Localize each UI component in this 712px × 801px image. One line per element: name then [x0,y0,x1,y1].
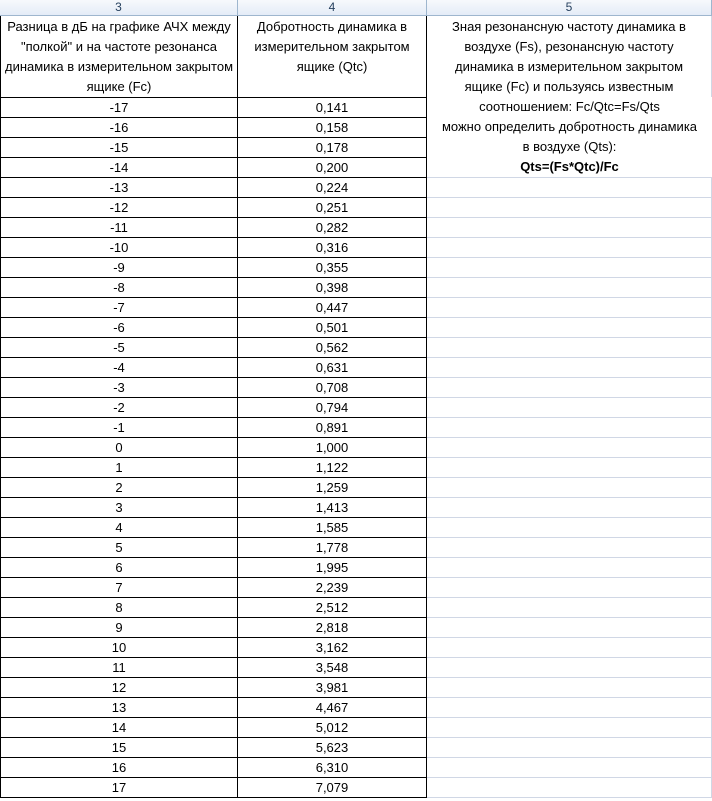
db-value-cell[interactable]: 11 [0,658,238,678]
db-value-cell[interactable]: 6 [0,558,238,578]
qtc-value-cell[interactable]: 7,079 [238,778,427,798]
empty-cell[interactable] [427,558,712,578]
qtc-value-cell[interactable]: 5,012 [238,718,427,738]
db-value-cell[interactable]: -3 [0,378,238,398]
qtc-value-cell[interactable]: 3,981 [238,678,427,698]
db-value-cell[interactable]: -7 [0,298,238,318]
qtc-value-cell[interactable]: 0,158 [238,118,427,138]
empty-cell[interactable] [427,278,712,298]
qtc-value-cell[interactable]: 2,818 [238,618,427,638]
db-value-cell[interactable]: 0 [0,438,238,458]
empty-cell[interactable] [427,478,712,498]
note-line: можно определить добротность динамика [441,119,698,134]
qtc-value-cell[interactable]: 0,631 [238,358,427,378]
qtc-value-cell[interactable]: 3,548 [238,658,427,678]
empty-cell[interactable] [427,338,712,358]
empty-cell[interactable] [427,358,712,378]
note-line: Зная резонансную частоту динамика в [452,19,686,34]
db-value-cell[interactable]: -10 [0,238,238,258]
db-value-cell[interactable]: -4 [0,358,238,378]
empty-cell[interactable] [427,498,712,518]
column-note [427,16,712,798]
empty-cell[interactable] [427,198,712,218]
empty-cell[interactable] [427,238,712,258]
db-value-cell[interactable]: -8 [0,278,238,298]
column-header-3[interactable]: 3 [0,0,238,15]
qtc-value-cell[interactable]: 3,162 [238,638,427,658]
column-qtc [238,16,427,798]
empty-cell[interactable] [427,318,712,338]
qtc-value-cell[interactable]: 0,355 [238,258,427,278]
db-value-cell[interactable]: 3 [0,498,238,518]
db-value-cell[interactable]: 13 [0,698,238,718]
qtc-value-cell[interactable]: 2,512 [238,598,427,618]
note-line: в воздухе (Qts): [522,139,617,154]
empty-cell[interactable] [427,778,712,798]
db-value-cell[interactable]: -12 [0,198,238,218]
empty-cell[interactable] [427,578,712,598]
note-line: динамика в измерительном закрытом [454,59,684,74]
qtc-value-cell[interactable]: 1,122 [238,458,427,478]
qtc-value-cell[interactable]: 0,224 [238,178,427,198]
db-value-cell[interactable]: -6 [0,318,238,338]
empty-cell[interactable] [427,178,712,198]
note-line: соотношением: Fc/Qtc=Fs/Qts [479,99,660,114]
empty-cell[interactable] [427,678,712,698]
db-value-cell[interactable]: 17 [0,778,238,798]
db-value-cell[interactable]: 9 [0,618,238,638]
qtc-value-cell[interactable]: 0,316 [238,238,427,258]
qtc-value-cell[interactable]: 0,282 [238,218,427,238]
qtc-value-cell[interactable]: 1,000 [238,438,427,458]
header-qtc[interactable]: Добротность динамика в измерительном закрытом ящике (Qtc) [238,16,427,98]
db-value-cell[interactable]: 12 [0,678,238,698]
db-value-cell[interactable]: 8 [0,598,238,618]
empty-cell[interactable] [427,258,712,278]
qtc-value-cell[interactable]: 0,794 [238,398,427,418]
db-value-cell[interactable]: 4 [0,518,238,538]
empty-cell[interactable] [427,718,712,738]
note-formula: Qts=(Fs*Qtc)/Fc [520,159,619,174]
db-value-cell[interactable]: -14 [0,158,238,178]
db-value-cell[interactable]: 1 [0,458,238,478]
empty-cell[interactable] [427,418,712,438]
empty-cell[interactable] [427,598,712,618]
qtc-value-cell[interactable]: 0,251 [238,198,427,218]
db-value-cell[interactable]: 7 [0,578,238,598]
empty-cell[interactable] [427,298,712,318]
db-value-cell[interactable]: -11 [0,218,238,238]
qtc-value-cell[interactable]: 0,141 [238,98,427,118]
db-value-cell[interactable]: -5 [0,338,238,358]
db-value-cell[interactable]: -16 [0,118,238,138]
qtc-value-cell[interactable]: 1,413 [238,498,427,518]
column-header-5[interactable]: 5 [427,0,712,15]
empty-cell[interactable] [427,698,712,718]
qtc-value-cell[interactable]: 2,239 [238,578,427,598]
qtc-value-cell[interactable]: 0,708 [238,378,427,398]
db-value-cell[interactable]: 10 [0,638,238,658]
empty-cell[interactable] [427,658,712,678]
db-value-cell[interactable]: -1 [0,418,238,438]
empty-cell[interactable] [427,538,712,558]
note-line: ящике (Fc) и пользуясь известным [464,79,674,94]
db-value-cell[interactable]: -13 [0,178,238,198]
qtc-value-cell[interactable]: 0,891 [238,418,427,438]
qtc-value-cell[interactable]: 1,259 [238,478,427,498]
qtc-value-cell[interactable]: 1,995 [238,558,427,578]
db-value-cell[interactable]: 2 [0,478,238,498]
qtc-value-cell[interactable]: 0,200 [238,158,427,178]
empty-cell[interactable] [427,518,712,538]
note-line: воздухе (Fs), резонансную частоту [464,39,674,54]
qtc-value-cell[interactable]: 6,310 [238,758,427,778]
db-value-cell[interactable]: -17 [0,98,238,118]
empty-cell[interactable] [427,458,712,478]
db-value-cell[interactable]: -2 [0,398,238,418]
empty-cell[interactable] [427,738,712,758]
header-db-difference[interactable]: Разница в дБ на графике АЧХ между "полкой" и на частоте резонанса динамика в измерительном закрытом ящике (Fc) [0,16,238,98]
column-header-bar [0,0,712,16]
empty-cell[interactable] [427,398,712,418]
db-value-cell[interactable]: 16 [0,758,238,778]
qtc-value-cell[interactable]: 0,447 [238,298,427,318]
qtc-value-cell[interactable]: 0,178 [238,138,427,158]
db-value-cell[interactable]: 15 [0,738,238,758]
empty-cell[interactable] [427,758,712,778]
db-value-cell[interactable]: 14 [0,718,238,738]
qtc-value-cell[interactable]: 0,562 [238,338,427,358]
db-value-cell[interactable]: -9 [0,258,238,278]
qtc-value-cell[interactable]: 1,778 [238,538,427,558]
qtc-value-cell[interactable]: 1,585 [238,518,427,538]
empty-cell[interactable] [427,618,712,638]
qtc-value-cell[interactable]: 0,398 [238,278,427,298]
column-db-difference [0,16,238,798]
empty-cell[interactable] [427,378,712,398]
qtc-value-cell[interactable]: 0,501 [238,318,427,338]
empty-cell[interactable] [427,218,712,238]
empty-cell[interactable] [427,638,712,658]
qtc-value-cell[interactable]: 4,467 [238,698,427,718]
note-overflow-text [427,97,712,177]
cell-grid [0,16,712,798]
column-header-4[interactable]: 4 [238,0,427,15]
qtc-value-cell[interactable]: 5,623 [238,738,427,758]
empty-cell[interactable] [427,438,712,458]
db-value-cell[interactable]: -15 [0,138,238,158]
db-value-cell[interactable]: 5 [0,538,238,558]
note-cell[interactable] [427,16,712,98]
